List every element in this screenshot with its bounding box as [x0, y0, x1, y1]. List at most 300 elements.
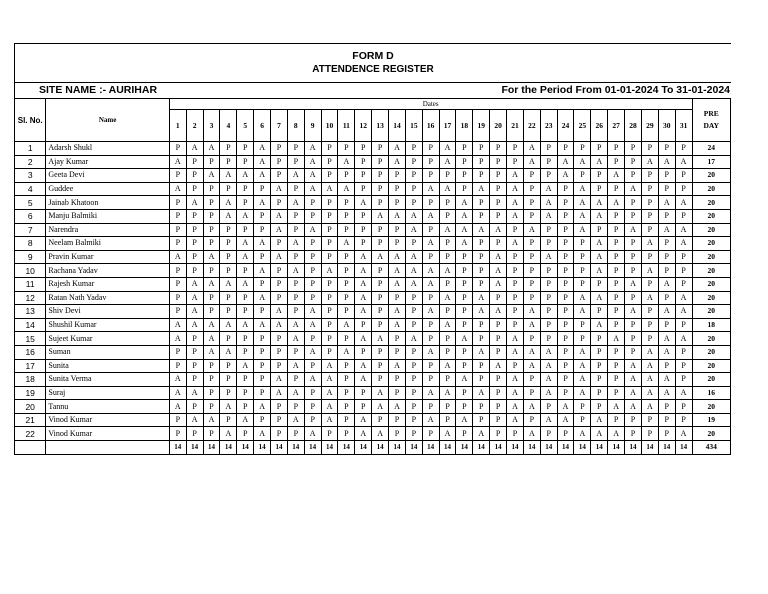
- attendance-mark-day-4: P: [220, 413, 237, 427]
- row-employee-name: Neelam Balmiki: [46, 237, 169, 251]
- form-header: [14, 43, 731, 82]
- attendance-mark-day-13: A: [372, 332, 389, 346]
- attendance-mark-day-19: P: [473, 264, 490, 278]
- attendance-mark-day-14: A: [389, 359, 406, 373]
- attendance-mark-day-18: P: [456, 291, 473, 305]
- row-sl-no: 14: [15, 318, 46, 332]
- attendance-mark-day-14: P: [389, 237, 406, 251]
- attendance-mark-day-25: P: [574, 250, 591, 264]
- attendance-mark-day-11: P: [338, 427, 355, 441]
- attendance-mark-day-4: A: [220, 209, 237, 223]
- attendance-mark-day-6: P: [254, 182, 271, 196]
- attendance-mark-day-17: P: [439, 237, 456, 251]
- attendance-mark-day-26: P: [591, 277, 608, 291]
- attendance-mark-day-9: P: [304, 359, 321, 373]
- attendance-mark-day-28: P: [625, 318, 642, 332]
- attendance-mark-day-3: A: [203, 332, 220, 346]
- attendance-mark-day-18: A: [456, 413, 473, 427]
- attendance-mark-day-22: P: [523, 332, 540, 346]
- attendance-mark-day-28: A: [625, 305, 642, 319]
- attendance-mark-day-21: A: [507, 169, 524, 183]
- attendance-mark-day-9: A: [304, 142, 321, 156]
- attendance-mark-day-22: A: [523, 142, 540, 156]
- attendance-mark-day-28: P: [625, 413, 642, 427]
- row-employee-name: Sunita Verma: [46, 373, 169, 387]
- attendance-mark-day-18: P: [456, 359, 473, 373]
- date-header-4: 4: [220, 110, 237, 142]
- attendance-mark-day-22: P: [523, 209, 540, 223]
- attendance-mark-day-26: A: [591, 155, 608, 169]
- row-present-total: 20: [692, 400, 731, 414]
- attendance-mark-day-24: P: [557, 264, 574, 278]
- attendance-mark-day-30: A: [658, 277, 675, 291]
- attendance-mark-day-12: P: [355, 169, 372, 183]
- attendance-mark-day-23: P: [540, 155, 557, 169]
- attendance-mark-day-12: P: [355, 345, 372, 359]
- attendance-mark-day-8: P: [287, 373, 304, 387]
- attendance-mark-day-1: P: [169, 359, 186, 373]
- attendance-mark-day-20: P: [490, 373, 507, 387]
- attendance-mark-day-19: A: [473, 291, 490, 305]
- attendance-mark-day-31: A: [675, 223, 692, 237]
- attendance-mark-day-11: A: [338, 345, 355, 359]
- attendance-mark-day-20: P: [490, 318, 507, 332]
- attendance-mark-day-2: P: [186, 223, 203, 237]
- attendance-mark-day-6: A: [254, 196, 271, 210]
- attendance-mark-day-13: P: [372, 373, 389, 387]
- attendance-mark-day-3: A: [203, 345, 220, 359]
- attendance-mark-day-29: P: [641, 250, 658, 264]
- date-header-17: 17: [439, 110, 456, 142]
- attendance-mark-day-29: A: [641, 291, 658, 305]
- row-employee-name: Pravin Kumar: [46, 250, 169, 264]
- date-header-9: 9: [304, 110, 321, 142]
- attendance-mark-day-2: P: [186, 359, 203, 373]
- attendance-mark-day-24: P: [557, 386, 574, 400]
- attendance-mark-day-29: P: [641, 209, 658, 223]
- attendance-mark-day-18: P: [456, 277, 473, 291]
- attendance-mark-day-1: A: [169, 386, 186, 400]
- attendance-mark-day-26: A: [591, 427, 608, 441]
- attendance-mark-day-13: A: [372, 386, 389, 400]
- attendance-mark-day-26: A: [591, 250, 608, 264]
- attendance-mark-day-17: P: [439, 373, 456, 387]
- attendance-mark-day-9: P: [304, 264, 321, 278]
- attendance-mark-day-17: P: [439, 169, 456, 183]
- attendance-mark-day-19: P: [473, 237, 490, 251]
- attendance-mark-day-30: P: [658, 182, 675, 196]
- row-present-total: 20: [692, 237, 731, 251]
- row-present-total: 20: [692, 332, 731, 346]
- date-header-11: 11: [338, 110, 355, 142]
- attendance-mark-day-12: P: [355, 318, 372, 332]
- attendance-mark-day-2: P: [186, 237, 203, 251]
- attendance-mark-day-12: P: [355, 155, 372, 169]
- attendance-mark-day-27: P: [608, 142, 625, 156]
- attendance-mark-day-1: P: [169, 305, 186, 319]
- attendance-mark-day-20: P: [490, 169, 507, 183]
- attendance-mark-day-28: A: [625, 386, 642, 400]
- attendance-mark-day-5: P: [237, 291, 254, 305]
- attendance-mark-day-27: P: [608, 386, 625, 400]
- attendance-mark-day-25: P: [574, 400, 591, 414]
- attendance-mark-day-28: P: [625, 291, 642, 305]
- attendance-mark-day-19: P: [473, 413, 490, 427]
- attendance-mark-day-1: P: [169, 291, 186, 305]
- attendance-mark-day-16: P: [422, 318, 439, 332]
- attendance-mark-day-2: A: [186, 291, 203, 305]
- table-row: [15, 359, 731, 373]
- attendance-mark-day-5: P: [237, 264, 254, 278]
- date-header-22: 22: [523, 110, 540, 142]
- table-row: [15, 291, 731, 305]
- attendance-mark-day-20: P: [490, 209, 507, 223]
- attendance-mark-day-25: A: [574, 305, 591, 319]
- date-header-13: 13: [372, 110, 389, 142]
- attendance-mark-day-6: A: [254, 291, 271, 305]
- attendance-mark-day-7: P: [271, 277, 288, 291]
- attendance-mark-day-10: A: [321, 386, 338, 400]
- attendance-mark-day-16: A: [422, 182, 439, 196]
- attendance-mark-day-31: P: [675, 250, 692, 264]
- attendance-mark-day-10: P: [321, 427, 338, 441]
- attendance-mark-day-18: P: [456, 318, 473, 332]
- attendance-mark-day-1: P: [169, 237, 186, 251]
- attendance-mark-day-25: A: [574, 386, 591, 400]
- attendance-mark-day-10: A: [321, 264, 338, 278]
- attendance-mark-day-17: P: [439, 277, 456, 291]
- row-sl-no: 10: [15, 264, 46, 278]
- attendance-mark-day-22: P: [523, 250, 540, 264]
- attendance-mark-day-22: P: [523, 291, 540, 305]
- attendance-mark-day-29: A: [641, 237, 658, 251]
- attendance-mark-day-21: A: [507, 182, 524, 196]
- daily-present-count: 14: [557, 441, 574, 455]
- attendance-mark-day-5: P: [237, 332, 254, 346]
- attendance-mark-day-5: P: [237, 400, 254, 414]
- attendance-mark-day-19: P: [473, 155, 490, 169]
- totals-row: [15, 441, 731, 455]
- form-subtitle: ATTENDENCE REGISTER: [312, 64, 434, 75]
- attendance-mark-day-16: A: [422, 237, 439, 251]
- row-present-total: 16: [692, 386, 731, 400]
- attendance-mark-day-15: A: [405, 223, 422, 237]
- attendance-mark-day-1: P: [169, 209, 186, 223]
- attendance-mark-day-24: P: [557, 305, 574, 319]
- attendance-mark-day-25: A: [574, 182, 591, 196]
- attendance-mark-day-11: P: [338, 291, 355, 305]
- row-sl-no: 2: [15, 155, 46, 169]
- attendance-mark-day-13: A: [372, 250, 389, 264]
- attendance-mark-day-23: P: [540, 291, 557, 305]
- attendance-mark-day-25: P: [574, 142, 591, 156]
- attendance-mark-day-16: P: [422, 250, 439, 264]
- attendance-mark-day-21: A: [507, 373, 524, 387]
- attendance-mark-day-30: P: [658, 250, 675, 264]
- date-header-25: 25: [574, 110, 591, 142]
- attendance-mark-day-3: P: [203, 359, 220, 373]
- attendance-mark-day-10: P: [321, 277, 338, 291]
- attendance-mark-day-27: A: [608, 196, 625, 210]
- daily-present-count: 14: [355, 441, 372, 455]
- attendance-mark-day-1: P: [169, 264, 186, 278]
- attendance-mark-day-26: P: [591, 305, 608, 319]
- attendance-mark-day-2: A: [186, 196, 203, 210]
- site-name: SITE NAME :- AURIHAR: [39, 84, 158, 96]
- daily-present-count: 14: [439, 441, 456, 455]
- attendance-mark-day-31: A: [675, 155, 692, 169]
- attendance-mark-day-5: A: [237, 277, 254, 291]
- attendance-mark-day-30: A: [658, 386, 675, 400]
- attendance-mark-day-27: P: [608, 182, 625, 196]
- attendance-mark-day-6: A: [254, 264, 271, 278]
- attendance-mark-day-9: A: [304, 169, 321, 183]
- attendance-mark-day-2: A: [186, 413, 203, 427]
- attendance-mark-day-8: P: [287, 305, 304, 319]
- attendance-mark-day-6: P: [254, 373, 271, 387]
- attendance-mark-day-21: P: [507, 223, 524, 237]
- attendance-mark-day-23: A: [540, 196, 557, 210]
- attendance-mark-day-6: A: [254, 237, 271, 251]
- attendance-mark-day-3: A: [203, 169, 220, 183]
- attendance-mark-day-30: A: [658, 305, 675, 319]
- attendance-mark-day-18: P: [456, 386, 473, 400]
- table-row: [15, 264, 731, 278]
- attendance-mark-day-15: A: [405, 209, 422, 223]
- attendance-mark-day-14: A: [389, 264, 406, 278]
- daily-present-count: 14: [304, 441, 321, 455]
- attendance-mark-day-29: P: [641, 332, 658, 346]
- attendance-mark-day-15: P: [405, 196, 422, 210]
- attendance-mark-day-16: A: [422, 305, 439, 319]
- attendance-mark-day-17: A: [439, 291, 456, 305]
- attendance-mark-day-9: P: [304, 196, 321, 210]
- totals-empty-sl: [15, 441, 46, 455]
- attendance-mark-day-24: P: [557, 209, 574, 223]
- attendance-mark-day-31: A: [675, 237, 692, 251]
- attendance-mark-day-27: A: [608, 400, 625, 414]
- attendance-mark-day-6: A: [254, 427, 271, 441]
- row-present-total: 20: [692, 427, 731, 441]
- attendance-mark-day-19: P: [473, 209, 490, 223]
- attendance-mark-day-25: P: [574, 237, 591, 251]
- attendance-mark-day-6: P: [254, 209, 271, 223]
- attendance-mark-day-13: P: [372, 142, 389, 156]
- attendance-mark-day-25: P: [574, 413, 591, 427]
- row-employee-name: Sujeet Kumar: [46, 332, 169, 346]
- attendance-mark-day-29: P: [641, 277, 658, 291]
- attendance-mark-day-29: P: [641, 427, 658, 441]
- attendance-mark-day-14: P: [389, 223, 406, 237]
- attendance-mark-day-8: A: [287, 196, 304, 210]
- attendance-mark-day-3: P: [203, 196, 220, 210]
- attendance-mark-day-4: P: [220, 237, 237, 251]
- attendance-mark-day-12: A: [355, 291, 372, 305]
- table-row: [15, 155, 731, 169]
- attendance-mark-day-27: P: [608, 305, 625, 319]
- attendance-mark-day-29: P: [641, 142, 658, 156]
- daily-present-count: 14: [675, 441, 692, 455]
- date-header-15: 15: [405, 110, 422, 142]
- attendance-mark-day-18: A: [456, 196, 473, 210]
- attendance-mark-day-16: P: [422, 142, 439, 156]
- date-header-14: 14: [389, 110, 406, 142]
- row-sl-no: 13: [15, 305, 46, 319]
- attendance-mark-day-25: A: [574, 345, 591, 359]
- attendance-mark-day-7: P: [271, 142, 288, 156]
- attendance-mark-day-23: A: [540, 386, 557, 400]
- daily-present-count: 14: [287, 441, 304, 455]
- attendance-mark-day-11: P: [338, 413, 355, 427]
- attendance-mark-day-22: P: [523, 373, 540, 387]
- attendance-mark-day-4: P: [220, 264, 237, 278]
- attendance-mark-day-13: A: [372, 209, 389, 223]
- attendance-mark-day-27: A: [608, 427, 625, 441]
- attendance-mark-day-14: A: [389, 209, 406, 223]
- attendance-mark-day-3: A: [203, 277, 220, 291]
- attendance-mark-day-14: P: [389, 196, 406, 210]
- attendance-mark-day-10: P: [321, 209, 338, 223]
- attendance-mark-day-25: P: [574, 332, 591, 346]
- attendance-mark-day-14: P: [389, 427, 406, 441]
- daily-present-count: 14: [220, 441, 237, 455]
- attendance-mark-day-10: P: [321, 305, 338, 319]
- table-row: [15, 386, 731, 400]
- attendance-mark-day-16: P: [422, 332, 439, 346]
- attendance-mark-day-21: P: [507, 277, 524, 291]
- attendance-mark-day-21: P: [507, 155, 524, 169]
- attendance-mark-day-3: P: [203, 223, 220, 237]
- attendance-mark-day-13: P: [372, 264, 389, 278]
- table-row: [15, 250, 731, 264]
- attendance-mark-day-30: A: [658, 155, 675, 169]
- attendance-mark-day-27: A: [608, 332, 625, 346]
- row-employee-name: Guddee: [46, 182, 169, 196]
- row-present-total: 19: [692, 413, 731, 427]
- row-present-total: 20: [692, 345, 731, 359]
- attendance-mark-day-4: A: [220, 277, 237, 291]
- row-present-total: 20: [692, 182, 731, 196]
- attendance-mark-day-22: A: [523, 318, 540, 332]
- row-employee-name: Geeta Devi: [46, 169, 169, 183]
- attendance-mark-day-23: A: [540, 359, 557, 373]
- attendance-mark-day-17: A: [439, 386, 456, 400]
- attendance-mark-day-26: A: [591, 291, 608, 305]
- attendance-mark-day-28: P: [625, 142, 642, 156]
- attendance-mark-day-26: A: [591, 318, 608, 332]
- attendance-mark-day-7: A: [271, 182, 288, 196]
- table-row: [15, 196, 731, 210]
- attendance-mark-day-10: P: [321, 345, 338, 359]
- row-present-total: 20: [692, 223, 731, 237]
- attendance-mark-day-23: A: [540, 209, 557, 223]
- attendance-mark-day-17: P: [439, 196, 456, 210]
- attendance-mark-day-3: A: [203, 250, 220, 264]
- attendance-mark-day-15: P: [405, 142, 422, 156]
- attendance-mark-day-1: P: [169, 413, 186, 427]
- attendance-mark-day-5: P: [237, 373, 254, 387]
- attendance-mark-day-13: P: [372, 413, 389, 427]
- table-row: [15, 318, 731, 332]
- attendance-mark-day-24: P: [557, 196, 574, 210]
- attendance-mark-day-28: A: [625, 359, 642, 373]
- daily-present-count: 14: [456, 441, 473, 455]
- attendance-mark-day-6: A: [254, 169, 271, 183]
- attendance-mark-day-22: P: [523, 413, 540, 427]
- grand-total: 434: [692, 441, 731, 455]
- attendance-mark-day-1: P: [169, 196, 186, 210]
- table-row: [15, 277, 731, 291]
- attendance-mark-day-26: A: [591, 264, 608, 278]
- attendance-mark-day-21: A: [507, 386, 524, 400]
- attendance-mark-day-2: P: [186, 427, 203, 441]
- attendance-mark-day-11: P: [338, 373, 355, 387]
- daily-present-count: 14: [237, 441, 254, 455]
- attendance-mark-day-24: A: [557, 155, 574, 169]
- attendance-mark-day-20: A: [490, 359, 507, 373]
- attendance-mark-day-15: P: [405, 169, 422, 183]
- attendance-mark-day-23: A: [540, 413, 557, 427]
- attendance-mark-day-12: A: [355, 373, 372, 387]
- attendance-mark-day-19: A: [473, 386, 490, 400]
- attendance-mark-day-13: P: [372, 223, 389, 237]
- attendance-mark-day-12: P: [355, 182, 372, 196]
- attendance-mark-day-11: P: [338, 305, 355, 319]
- attendance-mark-day-26: A: [591, 237, 608, 251]
- row-sl-no: 1: [15, 142, 46, 156]
- attendance-mark-day-2: A: [186, 305, 203, 319]
- attendance-mark-day-22: A: [523, 345, 540, 359]
- attendance-mark-day-22: A: [523, 427, 540, 441]
- attendance-mark-day-15: P: [405, 182, 422, 196]
- attendance-mark-day-26: P: [591, 182, 608, 196]
- attendance-mark-day-18: P: [456, 264, 473, 278]
- attendance-mark-day-24: P: [557, 223, 574, 237]
- attendance-mark-day-18: P: [456, 182, 473, 196]
- attendance-mark-day-26: P: [591, 359, 608, 373]
- attendance-mark-day-21: A: [507, 332, 524, 346]
- date-header-18: 18: [456, 110, 473, 142]
- attendance-mark-day-2: A: [186, 142, 203, 156]
- attendance-mark-day-17: P: [439, 400, 456, 414]
- attendance-mark-day-20: P: [490, 155, 507, 169]
- attendance-mark-day-20: A: [490, 223, 507, 237]
- attendance-mark-day-28: P: [625, 209, 642, 223]
- table-row: [15, 305, 731, 319]
- attendance-mark-day-17: A: [439, 155, 456, 169]
- attendance-mark-day-27: P: [608, 223, 625, 237]
- attendance-mark-day-20: P: [490, 237, 507, 251]
- attendance-mark-day-10: A: [321, 359, 338, 373]
- date-header-10: 10: [321, 110, 338, 142]
- attendance-mark-day-15: A: [405, 250, 422, 264]
- row-sl-no: 12: [15, 291, 46, 305]
- attendance-mark-day-6: A: [254, 318, 271, 332]
- daily-present-count: 14: [372, 441, 389, 455]
- attendance-mark-day-1: P: [169, 427, 186, 441]
- row-sl-no: 7: [15, 223, 46, 237]
- row-employee-name: Rachana Yadav: [46, 264, 169, 278]
- attendance-mark-day-20: P: [490, 182, 507, 196]
- attendance-mark-day-19: A: [473, 223, 490, 237]
- attendance-mark-day-11: P: [338, 142, 355, 156]
- row-present-total: 20: [692, 291, 731, 305]
- attendance-mark-day-19: A: [473, 305, 490, 319]
- attendance-mark-day-5: A: [237, 237, 254, 251]
- attendance-mark-day-17: A: [439, 264, 456, 278]
- daily-present-count: 14: [186, 441, 203, 455]
- attendance-mark-day-18: A: [456, 237, 473, 251]
